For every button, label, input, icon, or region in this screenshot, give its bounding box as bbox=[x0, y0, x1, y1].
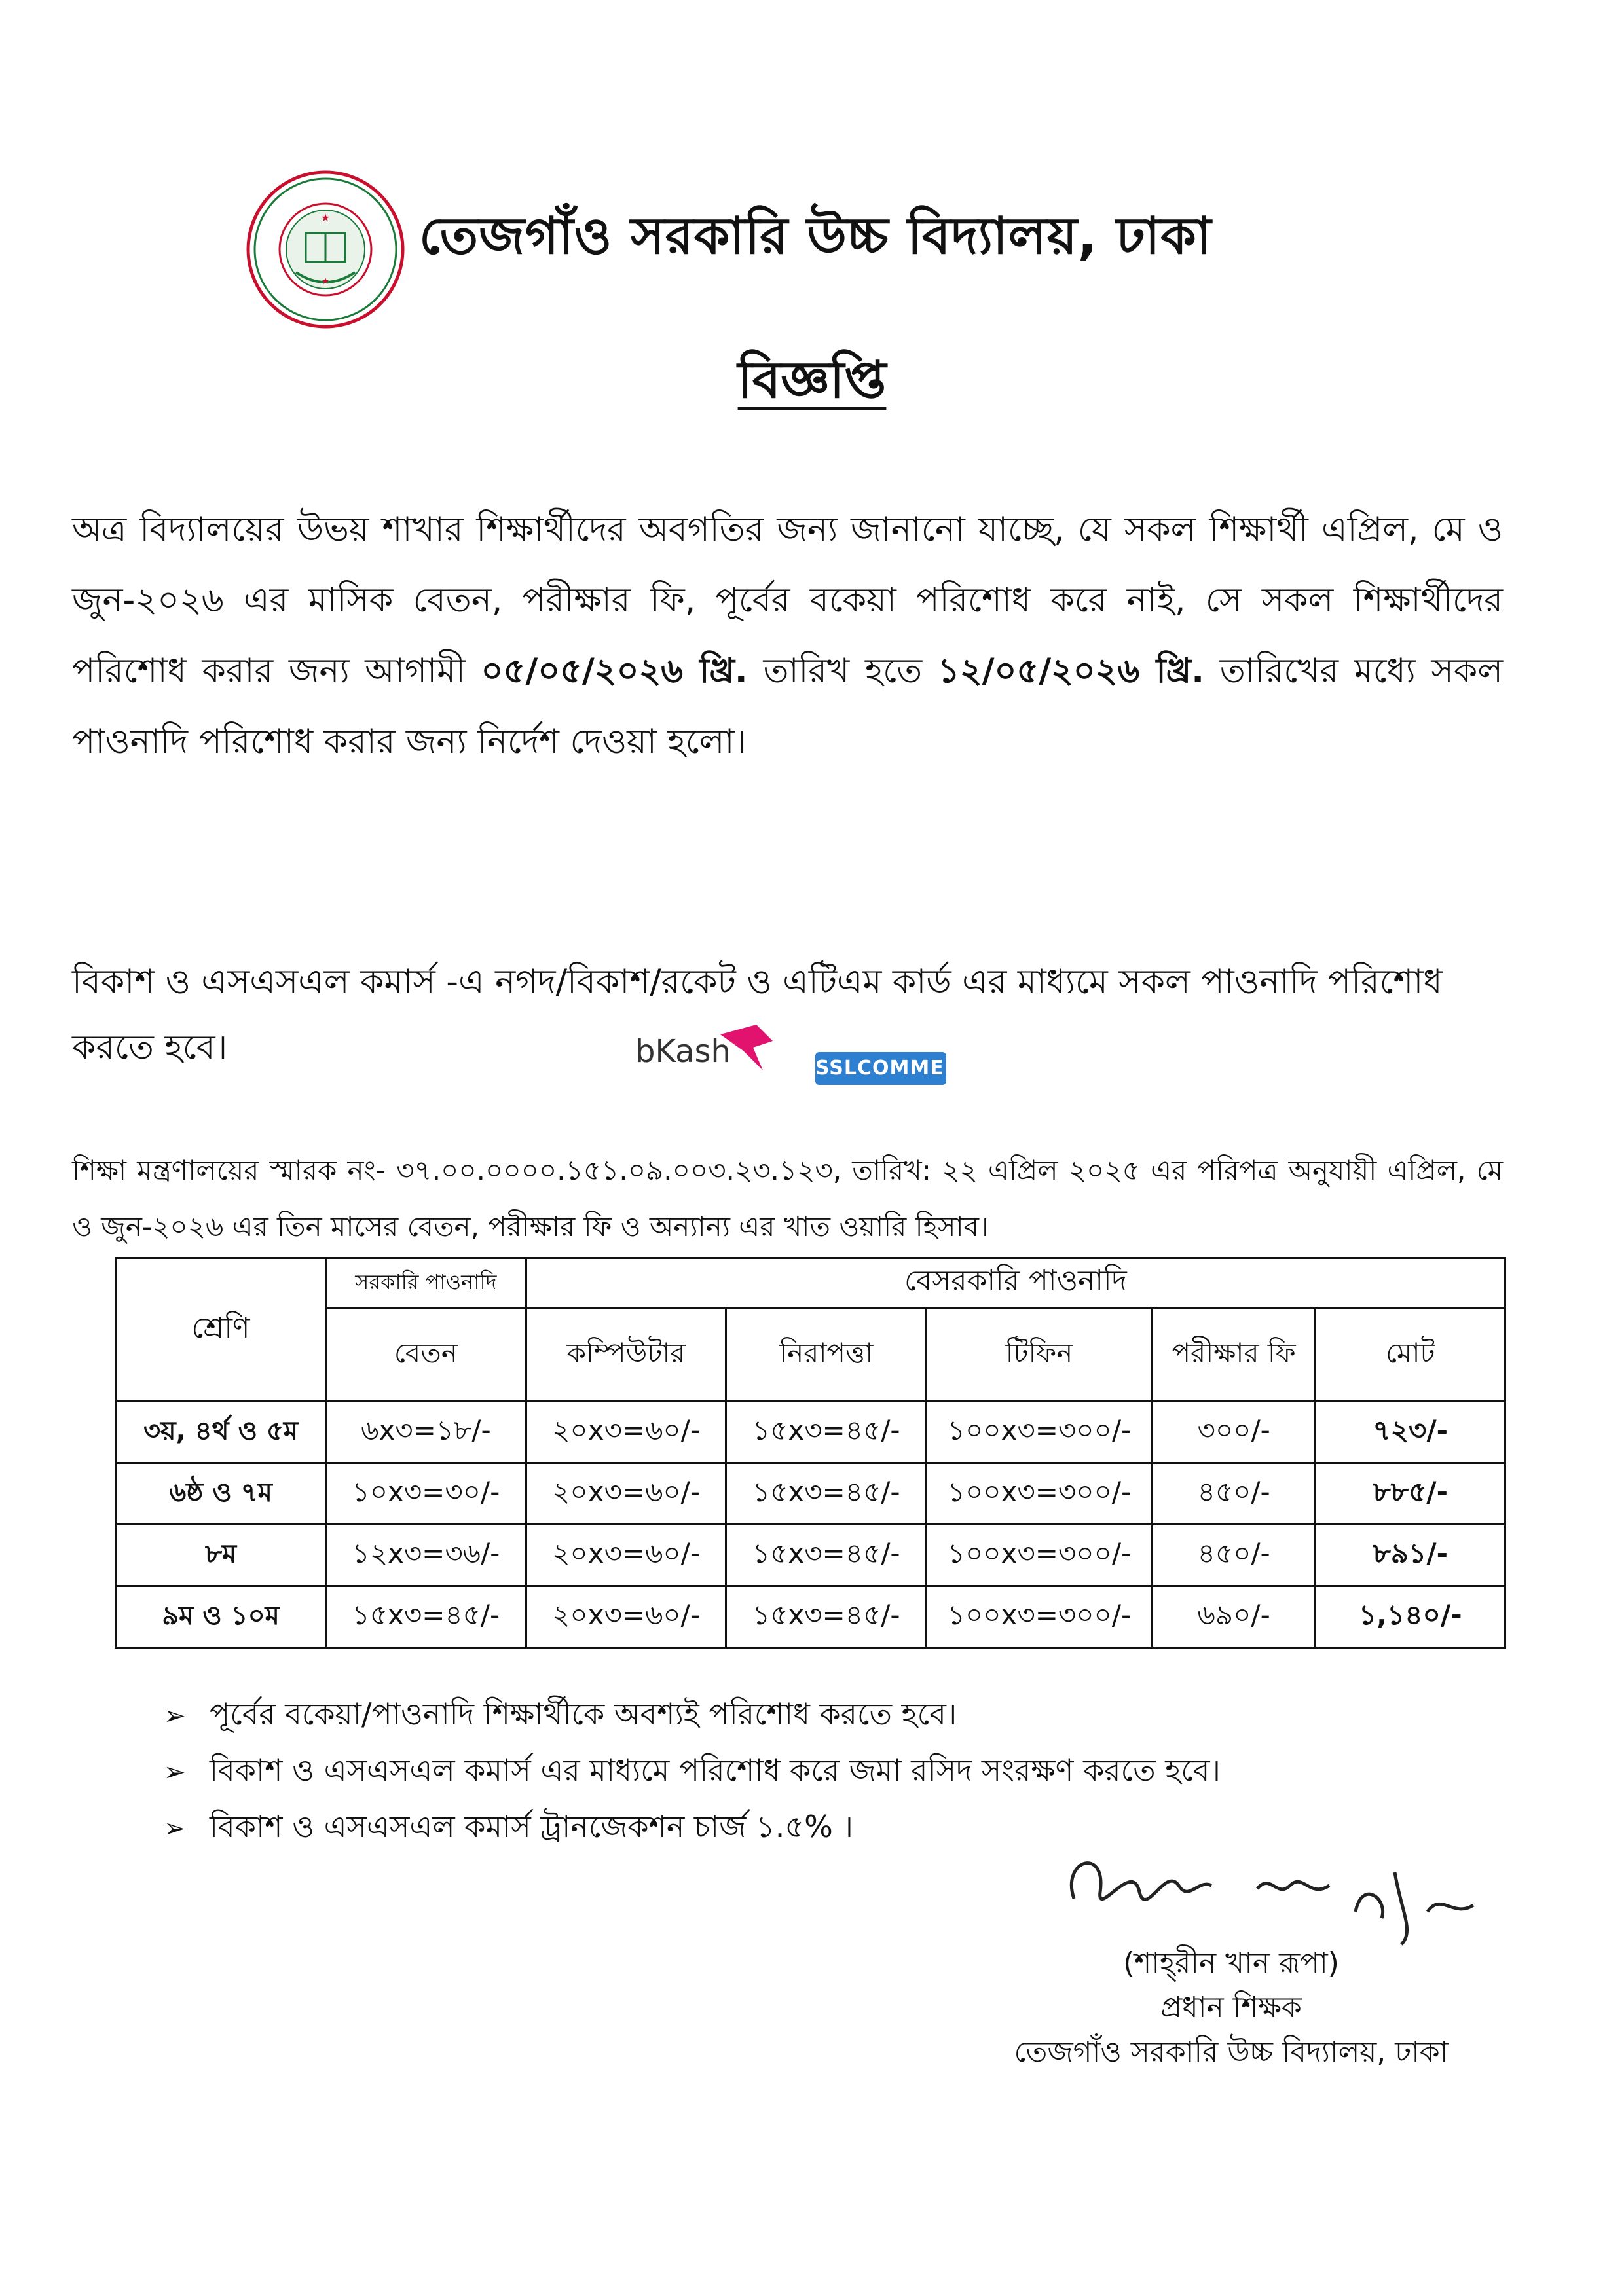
cell-total: ১,১৪০/- bbox=[1316, 1586, 1505, 1648]
cell-security: ১৫x৩=৪৫/- bbox=[726, 1525, 927, 1586]
header-tiffin: টিফিন bbox=[927, 1308, 1153, 1402]
cell-total: ৮৮৫/- bbox=[1316, 1463, 1505, 1525]
cell-security: ১৫x৩=৪৫/- bbox=[726, 1402, 927, 1463]
notice-title-text: বিজ্ঞপ্তি bbox=[737, 351, 887, 410]
date-to: ১২/০৫/২০২৬ খ্রি. bbox=[937, 651, 1204, 691]
notice-title bbox=[0, 340, 1624, 426]
notice-paragraph bbox=[72, 494, 1503, 777]
cell-tiffin: ১০০x৩=৩০০/- bbox=[927, 1463, 1153, 1525]
list-item: ➢ বিকাশ ও এসএসএল কমার্স ট্রানজেকশন চার্জ ১.৫% । bbox=[164, 1798, 1221, 1855]
cell-tiffin: ১০০x৩=৩০০/- bbox=[927, 1525, 1153, 1586]
para1-part3: তারিখের মধ্যে সকল পাওনাদি পরিশোধ করার জন্য নির্দেশ দেওয়া হলো। bbox=[72, 651, 1504, 761]
cell-exam: ৬৯০/- bbox=[1152, 1586, 1316, 1648]
cell-class: ৯ম ও ১০ম bbox=[116, 1586, 326, 1648]
table-row bbox=[116, 1402, 1505, 1463]
cell-class: ৩য়, ৪র্থ ও ৫ম bbox=[116, 1402, 326, 1463]
cell-exam: ৩০০/- bbox=[1152, 1402, 1316, 1463]
cell-tiffin: ১০০x৩=৩০০/- bbox=[927, 1402, 1153, 1463]
payment-paragraph: বিকাশ ও এসএসএল কমার্স -এ নগদ/বিকাশ/রকেট ও এটিএম কার্ড এর মাধ্যমে সকল পাওনাদি পরিশোধ করতে হবে। bbox=[72, 962, 1443, 1067]
list-item: ➢ বিকাশ ও এসএসএল কমার্স এর মাধ্যমে পরিশোধ করে জমা রসিদ সংরক্ষণ করতে হবে। bbox=[164, 1742, 1221, 1798]
cell-exam: ৪৫০/- bbox=[1152, 1525, 1316, 1586]
cell-exam: ৪৫০/- bbox=[1152, 1463, 1316, 1525]
signatory-school: তেজগাঁও সরকারি উচ্চ বিদ্যালয়, ঢাকা bbox=[1014, 2035, 1449, 2069]
table-row bbox=[116, 1586, 1505, 1648]
arrow-icon: ➢ bbox=[164, 1757, 186, 1787]
cell-computer: ২০x৩=৬০/- bbox=[526, 1463, 726, 1525]
header-exam-fee: পরীক্ষার ফি bbox=[1152, 1308, 1316, 1402]
signatory-name: (শাহ্‌রীন খান রূপা) bbox=[1123, 1946, 1339, 1980]
fee-table bbox=[115, 1257, 1506, 1649]
cell-security: ১৫x৩=৪৫/- bbox=[726, 1463, 927, 1525]
header-total: মোট bbox=[1316, 1308, 1505, 1402]
school-name: তেজগাঁও সরকারি উচ্চ বিদ্যালয়, ঢাকা bbox=[419, 207, 1212, 266]
cell-total: ৮৯১/- bbox=[1316, 1525, 1505, 1586]
cell-salary: ১২x৩=৩৬/- bbox=[326, 1525, 526, 1586]
signatory-designation: প্রধান শিক্ষক bbox=[1160, 1991, 1302, 2024]
cell-computer: ২০x৩=৬০/- bbox=[526, 1402, 726, 1463]
header-salary: বেতন bbox=[326, 1308, 526, 1402]
signature-block bbox=[969, 1941, 1493, 2075]
svg-text:★: ★ bbox=[320, 211, 331, 224]
cell-class: ৮ম bbox=[116, 1525, 326, 1586]
para1-part2: তারিখ হতে bbox=[747, 651, 938, 691]
arrow-icon: ➢ bbox=[164, 1701, 186, 1731]
handwritten-signature bbox=[1048, 1820, 1493, 1951]
svg-text:★: ★ bbox=[321, 276, 330, 287]
cell-tiffin: ১০০x৩=৩০০/- bbox=[927, 1586, 1153, 1648]
cell-salary: ১৫x৩=৪৫/- bbox=[326, 1586, 526, 1648]
header-govt-dues: সরকারি পাওনাদি bbox=[326, 1258, 526, 1308]
bkash-logo-text: bKash bbox=[635, 1033, 731, 1070]
cell-class: ৬ষ্ঠ ও ৭ম bbox=[116, 1463, 326, 1525]
sslcommerz-logo: SSLCOMMERZ bbox=[815, 1052, 946, 1085]
circular-reference: শিক্ষা মন্ত্রণালয়ের স্মারক নং- ৩৭.০০.০০০০.১৫১.০৯.০০৩.২৩.১২৩, তারিখ: ২২ এপ্রিল ২০২৫ এর পরিপত্র অনুযায়ী এপ্রিল, মে ও জুন-২০২৬ এর তিন মাসের বেতন, পরীক্ষার ফি ও অন্যান্য এর খাত ওয়ারি হিসাব। bbox=[72, 1154, 1503, 1243]
cell-security: ১৫x৩=৪৫/- bbox=[726, 1586, 927, 1648]
header-class: শ্রেণি bbox=[116, 1258, 326, 1402]
school-logo bbox=[244, 168, 407, 331]
bkash-bird-icon bbox=[717, 1021, 776, 1074]
cell-salary: ৬x৩=১৮/- bbox=[326, 1402, 526, 1463]
cell-computer: ২০x৩=৬০/- bbox=[526, 1586, 726, 1648]
cell-salary: ১০x৩=৩০/- bbox=[326, 1463, 526, 1525]
header-security: নিরাপত্তা bbox=[726, 1308, 927, 1402]
cell-computer: ২০x৩=৬০/- bbox=[526, 1525, 726, 1586]
cell-total: ৭২৩/- bbox=[1316, 1402, 1505, 1463]
header-private-dues: বেসরকারি পাওনাদি bbox=[526, 1258, 1505, 1308]
date-from: ০৫/০৫/২০২৬ খ্রি. bbox=[481, 651, 748, 691]
para1-part1: অত্র বিদ্যালয়ের উভয় শাখার শিক্ষার্থীদের অবগতির জন্য জানানো যাচ্ছে, যে সকল শিক্ষার্থী এপ্রিল, মে ও জুন-২০২৬ এর মাসিক বেতন, পরীক্ষার ফি, পূর্বের বকেয়া পরিশোধ করে নাই, সে সকল শিক্ষার্থীদের পরিশোধ করার জন্য আগামী bbox=[72, 510, 1503, 691]
table-row bbox=[116, 1463, 1505, 1525]
header-computer: কম্পিউটার bbox=[526, 1308, 726, 1402]
table-row bbox=[116, 1525, 1505, 1586]
list-item: ➢ পূর্বের বকেয়া/পাওনাদি শিক্ষার্থীকে অবশ্যই পরিশোধ করতে হবে। bbox=[164, 1686, 1221, 1742]
arrow-icon: ➢ bbox=[164, 1813, 186, 1844]
